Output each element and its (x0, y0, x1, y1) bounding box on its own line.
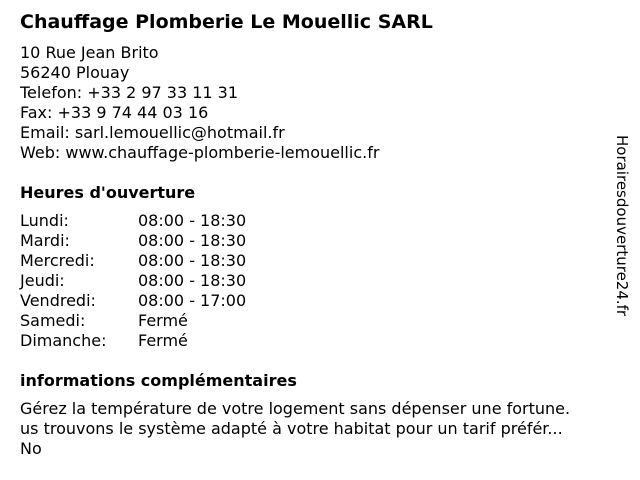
website-link[interactable]: Web: www.chauffage-plomberie-lemouellic.fr (20, 143, 380, 162)
day-label: Lundi: (20, 211, 69, 230)
day-hours: 08:00 - 18:30 (138, 271, 247, 290)
email-address[interactable]: Email: sarl.lemouellic@hotmail.fr (20, 123, 285, 142)
info-line: us trouvons le système adapté à votre habitat pour un tarif préfér... (20, 419, 563, 438)
day-hours: 08:00 - 17:00 (138, 291, 247, 310)
day-label: Dimanche: (20, 331, 107, 350)
info-line: No (20, 439, 42, 458)
day-label: Mardi: (20, 231, 70, 250)
day-hours: 08:00 - 18:30 (138, 251, 247, 270)
day-label: Jeudi: (20, 271, 65, 290)
opening-hours-heading: Heures d'ouverture (20, 183, 196, 202)
day-hours: 08:00 - 18:30 (138, 231, 247, 250)
address-block (20, 43, 610, 163)
hours-row-thursday (20, 271, 246, 291)
business-card (20, 10, 610, 459)
hours-row-saturday (20, 311, 246, 331)
day-label: Mercredi: (20, 251, 95, 270)
day-hours: 08:00 - 18:30 (138, 211, 247, 230)
hours-row-friday (20, 291, 246, 311)
day-label: Vendredi: (20, 291, 96, 310)
info-line: Gérez la température de votre logement sans dépenser une fortune. (20, 399, 571, 418)
additional-info-heading: informations complémentaires (20, 371, 297, 390)
opening-hours-table (20, 211, 246, 351)
business-name: Chauffage Plomberie Le Mouellic SARL (20, 11, 433, 33)
hours-row-monday (20, 211, 246, 231)
additional-info-text (20, 399, 620, 459)
hours-row-tuesday (20, 231, 246, 251)
city-postcode: 56240 Plouay (20, 63, 130, 82)
hours-row-wednesday (20, 251, 246, 271)
street-address: 10 Rue Jean Brito (20, 43, 159, 62)
hours-row-sunday (20, 331, 246, 351)
phone-number[interactable]: Telefon: +33 2 97 33 11 31 (20, 83, 239, 102)
day-hours: Fermé (138, 331, 188, 350)
day-hours: Fermé (138, 311, 188, 330)
day-label: Samedi: (20, 311, 86, 330)
site-watermark: Horairesdouverture24.fr (613, 135, 631, 317)
fax-number: Fax: +33 9 74 44 03 16 (20, 103, 209, 122)
